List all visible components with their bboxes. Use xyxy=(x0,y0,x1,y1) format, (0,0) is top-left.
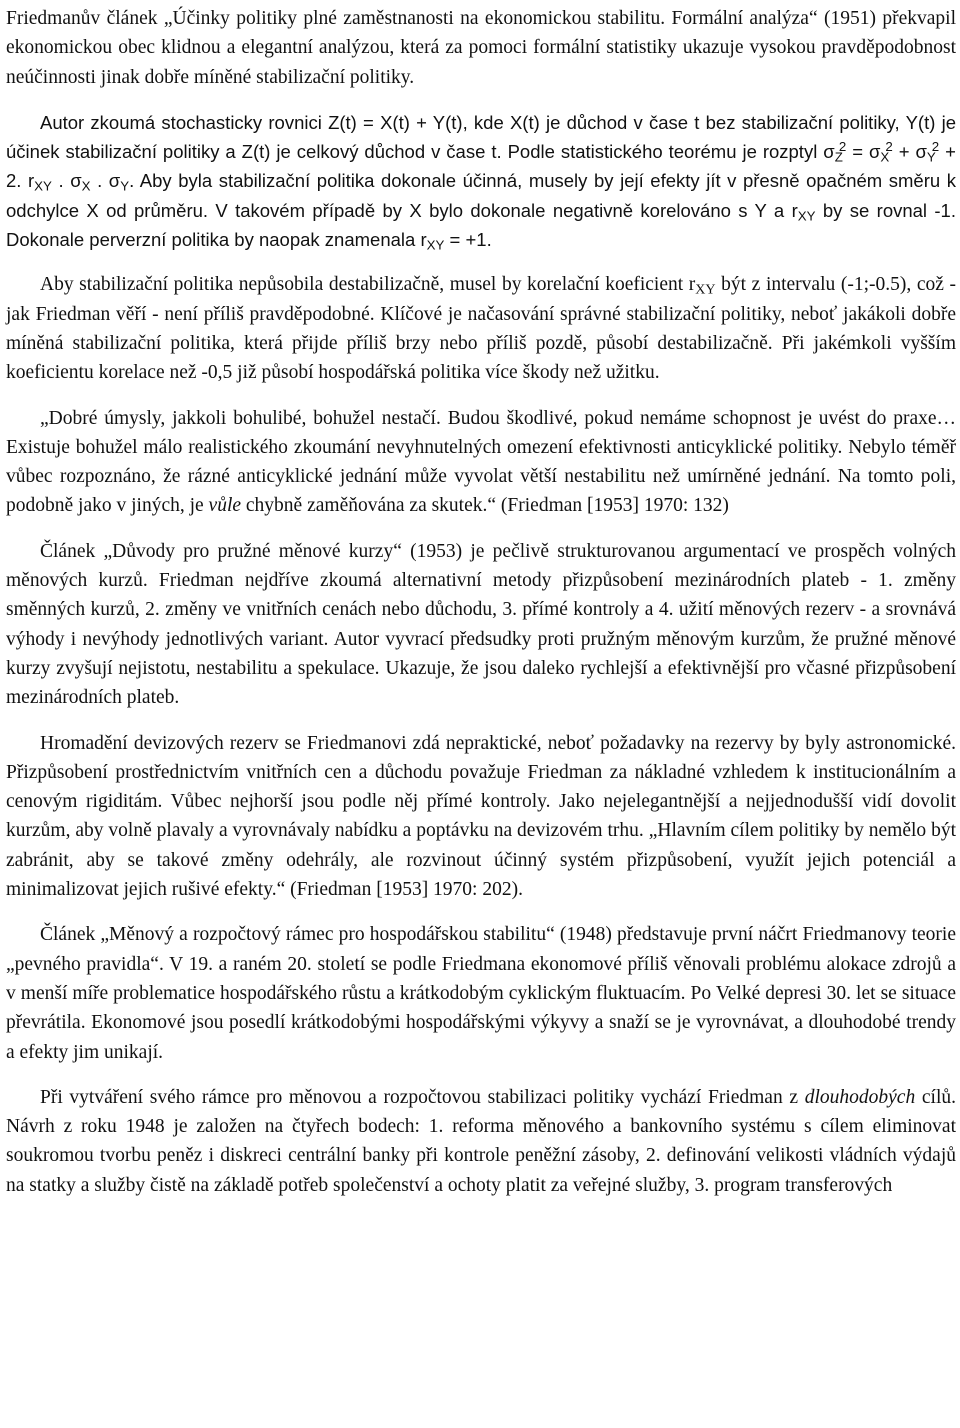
text-run: . Aby byla stabilizační politika dokonale účinná, musely by její efekty jít v přesně opačném směru k odchylce X od průměru. V takovém případě by X bylo dokonale negativně korelováno s Y a xyxy=(6,170,956,221)
sigma-symbol: σ xyxy=(70,170,82,192)
subscript-x: X xyxy=(81,178,91,194)
superscript-two: 2 xyxy=(885,138,893,154)
plus-two-term: + 2. xyxy=(6,141,956,192)
subscript-xy: XY xyxy=(797,208,816,224)
sigma-symbol: σ xyxy=(915,141,927,163)
text-run: chybně zaměňována za skutek.“ (Friedman [1953] 1970: 132) xyxy=(241,495,729,517)
plus-sign: + xyxy=(892,141,916,163)
superscript-two: 2 xyxy=(931,138,940,154)
text-run: Hromadění devizových rezerv se Friedmanovi zdá nepraktické, neboť požadavky na rezervy by byly astronomické. Přizpůsobení prostřednictvím vnitřních cen a důchodu považuje Friedman za nákladné vzhledem k institucionálním a cenovým rigiditám. Vůbec nejhorší jsou podle něj přímé kontroly. Jako nejelegantnější a nejjednodušší vidí dovolit kurzům, aby volně plavaly a vyrovnávaly nabídku a poptávku na devizovém trhu. „Hlavním cílem politiky by nemělo být zabránit, aby se takové změny odehrály, ale rozvinout účinný systém přizpůsobení, využít jejich potenciál a minimalizovat jejich rušivé efekty.“ (Friedman [1953] 1970: 202). xyxy=(6,732,956,901)
r-symbol: r xyxy=(420,229,427,251)
paragraph-monetary-fiscal-framework xyxy=(6,920,956,1066)
r-symbol: r xyxy=(791,199,798,221)
dot-operator: . xyxy=(51,170,71,192)
sigma-symbol: σ xyxy=(823,141,835,163)
text-run: Při vytváření svého rámce pro měnovou a rozpočtovou stabilizaci politiky vychází Friedman z xyxy=(40,1086,805,1108)
sigma-symbol: σ xyxy=(869,141,881,163)
equals-sign: = xyxy=(846,141,869,163)
subscript-xy: XY xyxy=(426,237,445,253)
superscript-two: 2 xyxy=(838,138,847,154)
emphasis: dlouhodobých xyxy=(804,1086,916,1108)
emphasis: vůle xyxy=(208,495,242,517)
subscript-y: Y xyxy=(926,149,936,165)
text-run: Článek „Měnový a rozpočtový rámec pro hospodářskou stabilitu“ (1948) představuje první náčrt Friedmanovy teorie „pevného pravidla“. V 19. a raném 20. století se podle Friedmana ekonomové příliš věnovali problému alokace zdrojů a v menší míře problematice hospodářského růstu a krátkodobým cyklickým fluktuacím. Po Velké depresi 30. let se situace převrátila. Ekonomové jsou posedlí krátkodobými hospodářskými výkyvy a snaží se je vyrovnávat, a dlouhodobé trendy a efekty jim unikají. xyxy=(6,924,956,1063)
r-symbol: r xyxy=(688,274,696,296)
paragraph-four-points xyxy=(6,1083,956,1200)
text-run: být z intervalu (-1;-0.5), což - jak Friedman věří - není příliš pravděpodobné. Klíčové je načasování správné stabilizační politiky, neboť jakákoli dobře míněná stabilizační politika, která přijde příliš brzy nebo příliš pozdě, působí destabilizačně. Při jakémkoli vyšším koeficientu korelace než -0,5 již působí hospodářská politika více škody než užitku. xyxy=(6,274,957,384)
text-run: „Dobré úmysly, jakkoli bohulibé, bohužel nestačí. Budou škodlivé, pokud nemáme schopnost je uvést do praxe… Existuje bohužel málo realistického zkoumání nevyhnutelných omezení efektivnosti anticyklické politiky. Nebylo téměř vůbec rozpoznáno, že rázné anticyklické jednání může vyvolat větší nestabilitu než umírněné jednání. Na tomto poli, podobně jako v jiných, je xyxy=(6,407,956,517)
subscript-xy: XY xyxy=(34,178,52,194)
paragraph-quote-good-intentions xyxy=(6,404,956,521)
text-run: Autor zkoumá stochasticky rovnici Z(t) = X(t) + Y(t), kde X(t) je důchod v čase t bez stabilizační politiky, Y(t) je účinek stabilizační politiky a Z(t) je celkový důchod v čase t. Podle statistického teorému je rozptyl xyxy=(6,111,956,163)
text-run: by se rovnal -1. Dokonale perverzní politika by naopak znamenala xyxy=(6,199,956,251)
dot-operator: . xyxy=(90,170,109,192)
subscript-y: Y xyxy=(120,178,130,194)
paragraph-reserves xyxy=(6,729,956,905)
document-page xyxy=(6,4,956,1200)
paragraph-flexible-exchange-rates xyxy=(6,537,956,713)
r-symbol: r xyxy=(28,170,35,192)
text-run: Článek „Důvody pro pružné měnové kurzy“ (1953) je pečlivě strukturovanou argumentací ve prospěch volných měnových kurzů. Friedman nejdříve zkoumá alternativní metody přizpůsobení mezinárodních plateb - 1. změny směnných kurzů, 2. změny ve vnitřních cenách nebo důchodu, 3. přímé kontroly a 4. užití měnových rezerv - a srovnává výhody i nevýhody jednotlivých variant. Autor vyvrací předsudky proti pružným měnovým kurzům, že pružné měnové kurzy zvyšují nejistotu, nestabilitu a spekulace. Ukazuje, že jsou daleko rychlejší a efektivnější pro včasné přizpůsobení mezinárodních plateb. xyxy=(6,540,956,709)
text-run: Friedmanův článek „Účinky politiky plné zaměstnanosti na ekonomickou stabilitu. Formální analýza“ (1951) překvapil ekonomickou obec klidnou a elegantní analýzou, která za pomoci formální statistiky ukazuje vysokou pravděpodobnost neúčinnosti jinak dobře míněné stabilizační politiky. xyxy=(6,8,956,88)
paragraph-correlation-interval xyxy=(6,270,956,387)
text-run: Aby stabilizační politika nepůsobila destabilizačně, musel by korelační koeficient xyxy=(40,274,689,296)
subscript-z: Z xyxy=(834,149,843,165)
subscript-x: X xyxy=(880,149,890,165)
sigma-symbol: σ xyxy=(108,170,121,192)
text-run: = +1. xyxy=(444,229,492,251)
paragraph-stochastic-equation xyxy=(6,108,956,254)
text-run: cílů. Návrh z roku 1948 je založen na čtyřech bodech: 1. reforma měnového a bankovního systému s cílem eliminovat soukromou tvorbu peněz i diskreci centrální banky při kontrole peněžní zásoby, 2. definování velikosti vládních výdajů na statky a služby čistě na základě potřeb společenství a ochoty platit za veřejné služby, 3. program transferových xyxy=(6,1086,956,1196)
paragraph-friedman-stability-article xyxy=(6,4,956,92)
subscript-xy: XY xyxy=(695,281,716,298)
